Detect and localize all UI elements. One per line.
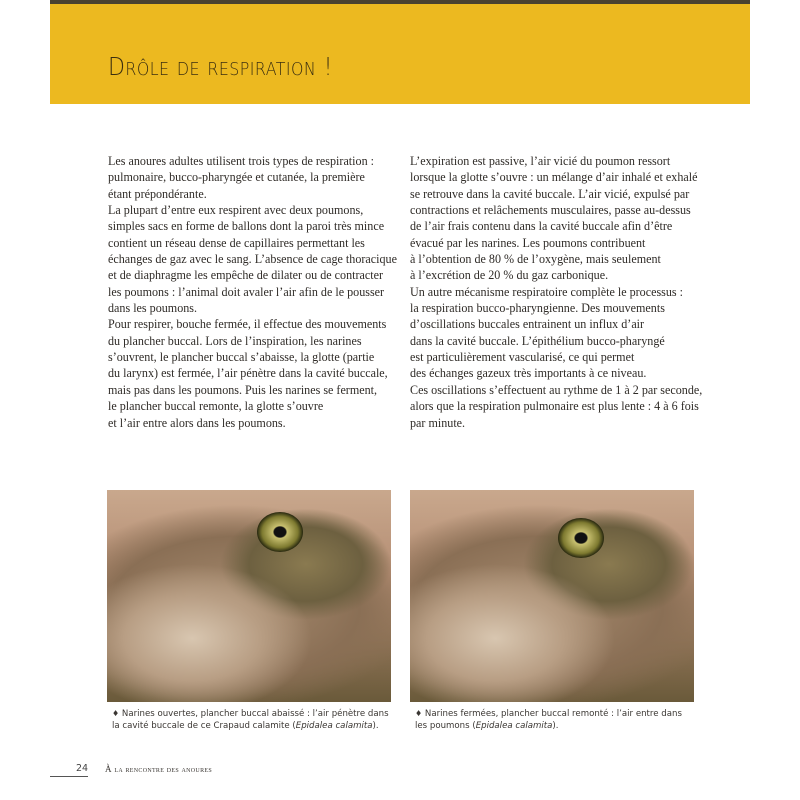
text-line: du larynx) est fermée, l’air pénètre dans la cavité buccale, xyxy=(108,366,388,381)
text-line: dans les poumons. xyxy=(108,301,198,316)
text-line: contient un réseau dense de capillaires permettant les xyxy=(108,235,365,250)
text-line: Pour respirer, bouche fermée, il effectue des mouvements xyxy=(108,317,387,332)
footer-rule xyxy=(50,776,88,777)
text-line: d’oscillations buccales entrainent un influx d’air xyxy=(410,317,645,332)
text-line: de l’air frais contenu dans la cavité buccale afin d’être xyxy=(410,219,673,234)
caption-left xyxy=(112,708,412,732)
text-line: Un autre mécanisme respiratoire complète le processus : xyxy=(410,284,684,299)
text-line: à l’obtention de 80 % de l’oxygène, mais seulement xyxy=(410,252,661,267)
left-column-text xyxy=(108,153,408,431)
text-line: pulmonaire, bucco-pharyngée et cutanée, la première xyxy=(108,170,365,185)
caption-text: les poumons ( xyxy=(415,720,476,731)
running-title: À la rencontre des anoures xyxy=(105,764,212,774)
text-line: Les anoures adultes utilisent trois types de respiration : xyxy=(108,154,375,168)
text-line: les poumons : l’animal doit avaler l’air afin de le pousser xyxy=(108,284,385,299)
text-line: L’expiration est passive, l’air vicié du poumon ressort xyxy=(410,154,671,168)
text-line: des échanges gazeux très importants à ce niveau. xyxy=(410,366,647,381)
caption-text: Narines fermées, plancher buccal remonté : l’air entre dans xyxy=(424,709,682,719)
text-line: la respiration bucco-pharyngienne. Des mouvements xyxy=(410,301,665,316)
text-line: alors que la respiration pulmonaire est plus lente : 4 à 6 fois xyxy=(410,399,699,414)
toad-photo-left xyxy=(107,490,391,702)
caption-marker-icon: ♦ xyxy=(415,709,423,718)
species-name: Epidalea calamita xyxy=(295,720,373,731)
text-line: mais pas dans les poumons. Puis les narines se ferment, xyxy=(108,382,378,397)
text-line: évacué par les narines. Les poumons contribuent xyxy=(410,235,646,250)
text-line: contractions et relâchements musculaires, passe au-dessus xyxy=(410,203,691,218)
caption-text: Narines ouvertes, plancher buccal abaissé : l’air pénètre dans xyxy=(121,709,389,719)
text-line: et l’air entre alors dans les poumons. xyxy=(108,415,286,430)
text-line: lorsque la glotte s’ouvre : un mélange d’air inhalé et exhalé xyxy=(410,170,698,185)
right-column-text xyxy=(410,153,710,431)
toad-eye xyxy=(558,518,604,558)
text-line: simples sacs en forme de ballons dont la paroi très mince xyxy=(108,219,385,234)
text-line: échanges de gaz avec le sang. L’absence de cage thoracique xyxy=(108,252,397,267)
caption-right xyxy=(415,708,715,732)
page-number: 24 xyxy=(76,763,89,774)
text-line: se retrouve dans la cavité buccale. L’air vicié, expulsé par xyxy=(410,186,690,201)
caption-text: ). xyxy=(552,720,559,731)
text-line: étant prépondérante. xyxy=(108,186,207,201)
text-line: du plancher buccal. Lors de l’inspiration, les narines xyxy=(108,333,362,348)
text-line: dans la cavité buccale. L’épithélium bucco-pharyngé xyxy=(410,333,665,348)
text-line: et de diaphragme les empêche de dilater ou de contracter xyxy=(108,268,383,283)
toad-eye xyxy=(257,512,303,552)
text-line: est particulièrement vascularisé, ce qui permet xyxy=(410,350,635,365)
species-name: Epidalea calamita xyxy=(475,720,553,731)
text-line: à l’excrétion de 20 % du gaz carbonique. xyxy=(410,268,609,283)
caption-marker-icon: ♦ xyxy=(112,709,120,718)
text-line: s’ouvrent, le plancher buccal s’abaisse, la glotte (partie xyxy=(108,350,375,365)
text-line: par minute. xyxy=(410,415,466,430)
caption-text: ). xyxy=(372,720,379,731)
caption-text: la cavité buccale de ce Crapaud calamite ( xyxy=(112,720,296,731)
text-line: La plupart d’entre eux respirent avec deux poumons, xyxy=(108,203,364,218)
toad-photo-right xyxy=(410,490,694,702)
text-line: le plancher buccal remonte, la glotte s’ouvre xyxy=(108,399,324,414)
page-title: Drôle de respiration ! xyxy=(108,52,333,81)
text-line: Ces oscillations s’effectuent au rythme de 1 à 2 par seconde, xyxy=(410,382,703,397)
